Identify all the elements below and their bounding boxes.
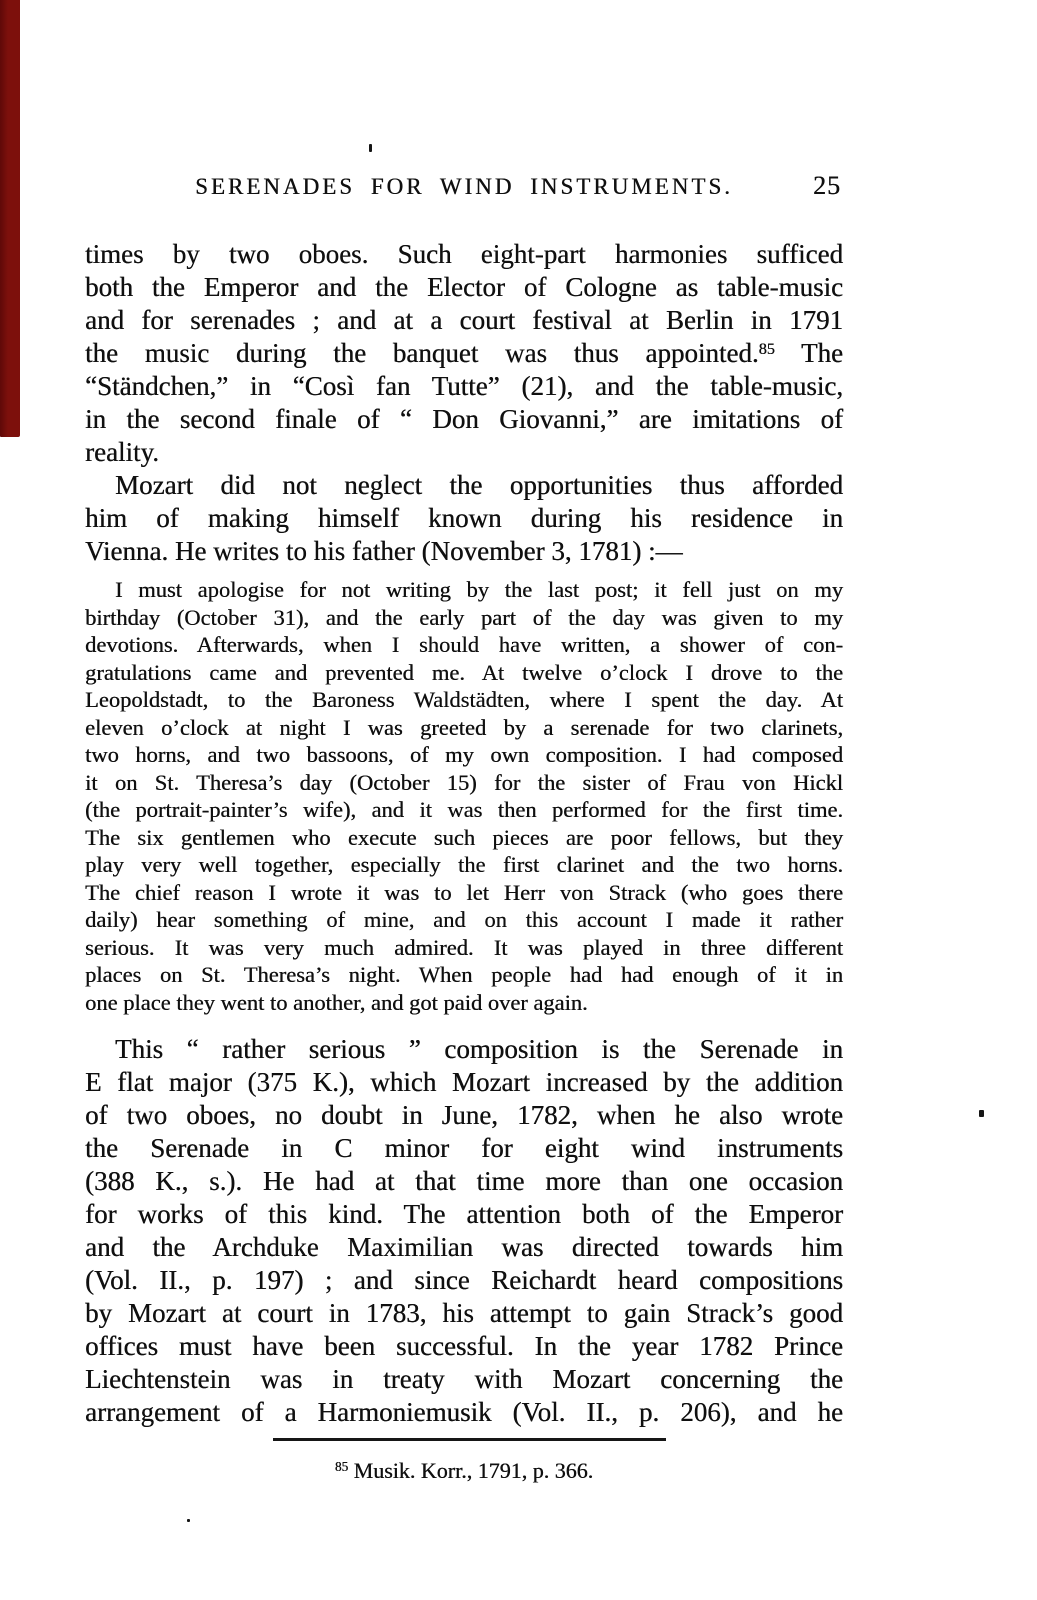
text-line: it on St. Theresa’s day (October 15) for the sister of Frau von Hickl <box>85 769 843 795</box>
footnote: $^{85}$ Musik. Korr., 1791, p. 366. <box>334 1458 594 1483</box>
text-line: him of making himself known during his residence in <box>85 503 843 533</box>
scan-speck-artifact <box>187 1519 190 1522</box>
text-line: daily) hear something of mine, and on this account I made it rather <box>85 907 843 932</box>
text-line: (388 K., s.). He had at that time more than one occasion <box>85 1166 843 1196</box>
text-line: two horns, and two bassoons, of my own composition. I had composed <box>85 742 843 767</box>
text-line: of two oboes, no doubt in June, 1782, when he also wrote <box>85 1100 843 1130</box>
footnote-reference: 85 <box>758 339 775 358</box>
text-line: places on St. Theresa’s night. When people had had enough of it in <box>85 962 843 987</box>
text-line: in the second finale of “ Don Giovanni,” are imitations of <box>85 404 843 434</box>
text-line: eleven o’clock at night I was greeted by a serenade for two clarinets, <box>85 714 843 740</box>
text-line: devotions. Afterwards, when I should have written, a shower of con- <box>85 632 843 657</box>
text-line: Leopoldstadt, to the Baroness Waldstädten, where I spent the day. At <box>85 687 843 712</box>
paragraph <box>85 1033 843 1429</box>
footnote-separator-rule <box>273 1438 666 1441</box>
text-line: Liechtenstein was in treaty with Mozart concerning the <box>85 1364 843 1394</box>
text-line: offices must have been successful. In the year 1782 Prince <box>85 1331 843 1361</box>
page-number: 25 <box>813 171 841 200</box>
text-line: serious. It was very much admired. It was played in three different <box>85 934 843 960</box>
text-line: by Mozart at court in 1783, his attempt to gain Strack’s good <box>85 1298 843 1328</box>
text-line: and for serenades ; and at a court festival at Berlin in 1791 <box>85 305 843 335</box>
paragraph <box>85 238 843 469</box>
page-header <box>85 171 843 206</box>
text-line: E flat major (375 K.), which Mozart increased by the addition <box>85 1067 843 1097</box>
text-line: birthday (October 31), and the early part of the day was given to my <box>85 604 843 630</box>
text-line: The six gentlemen who execute such pieces are poor fellows, but they <box>85 824 843 850</box>
text-line: play very well together, especially the first clarinet and the two horns. <box>85 852 843 877</box>
text-line: the Serenade in C minor for eight wind instruments <box>85 1133 843 1163</box>
text-column <box>85 238 843 1429</box>
text-line: arrangement of a Harmoniemusik (Vol. II., p. 206), and he <box>85 1397 843 1427</box>
text-line: both the Emperor and the Elector of Cologne as table-music <box>85 272 843 302</box>
paragraph <box>85 469 843 568</box>
text-line: reality. <box>85 437 159 467</box>
text-line: (Vol. II., p. 197) ; and since Reichardt heard compositions <box>85 1265 843 1295</box>
text-line: for works of this kind. The attention both of the Emperor <box>85 1199 843 1229</box>
text-line: times by two oboes. Such eight-part harmonies sufficed <box>85 239 843 269</box>
text-line: This “ rather serious ” composition is the Serenade in <box>115 1034 843 1064</box>
scan-speck-artifact <box>979 1110 984 1117</box>
book-edge-artifact <box>0 0 20 437</box>
text-line: Vienna. He writes to his father (November 3, 1781) :— <box>85 536 683 566</box>
text-line: “Ständchen,” in “Così fan Tutte” (21), and the table-music, <box>85 371 843 401</box>
text-line: the music during the banquet was thus appointed.$^{85}$ The <box>85 338 843 368</box>
letter-blockquote <box>85 576 843 1016</box>
text-line: Mozart did not neglect the opportunities thus afforded <box>115 470 843 500</box>
text-line: and the Archduke Maximilian was directed towards him <box>85 1232 843 1262</box>
scan-speck-artifact <box>369 144 372 152</box>
text-line: one place they went to another, and got paid over again. <box>85 989 588 1015</box>
text-line: gratulations came and prevented me. At twelve o’clock I drove to the <box>85 659 843 685</box>
text-line: (the portrait-painter’s wife), and it was then performed for the first time. <box>85 797 843 822</box>
text-line: The chief reason I wrote it was to let Herr von Strack (who goes there <box>85 879 843 905</box>
footnote-reference: 85 <box>334 1459 349 1475</box>
running-title: SERENADES FOR WIND INSTRUMENTS. <box>195 174 733 199</box>
text-line: I must apologise for not writing by the last post; it fell just on my <box>115 577 843 602</box>
